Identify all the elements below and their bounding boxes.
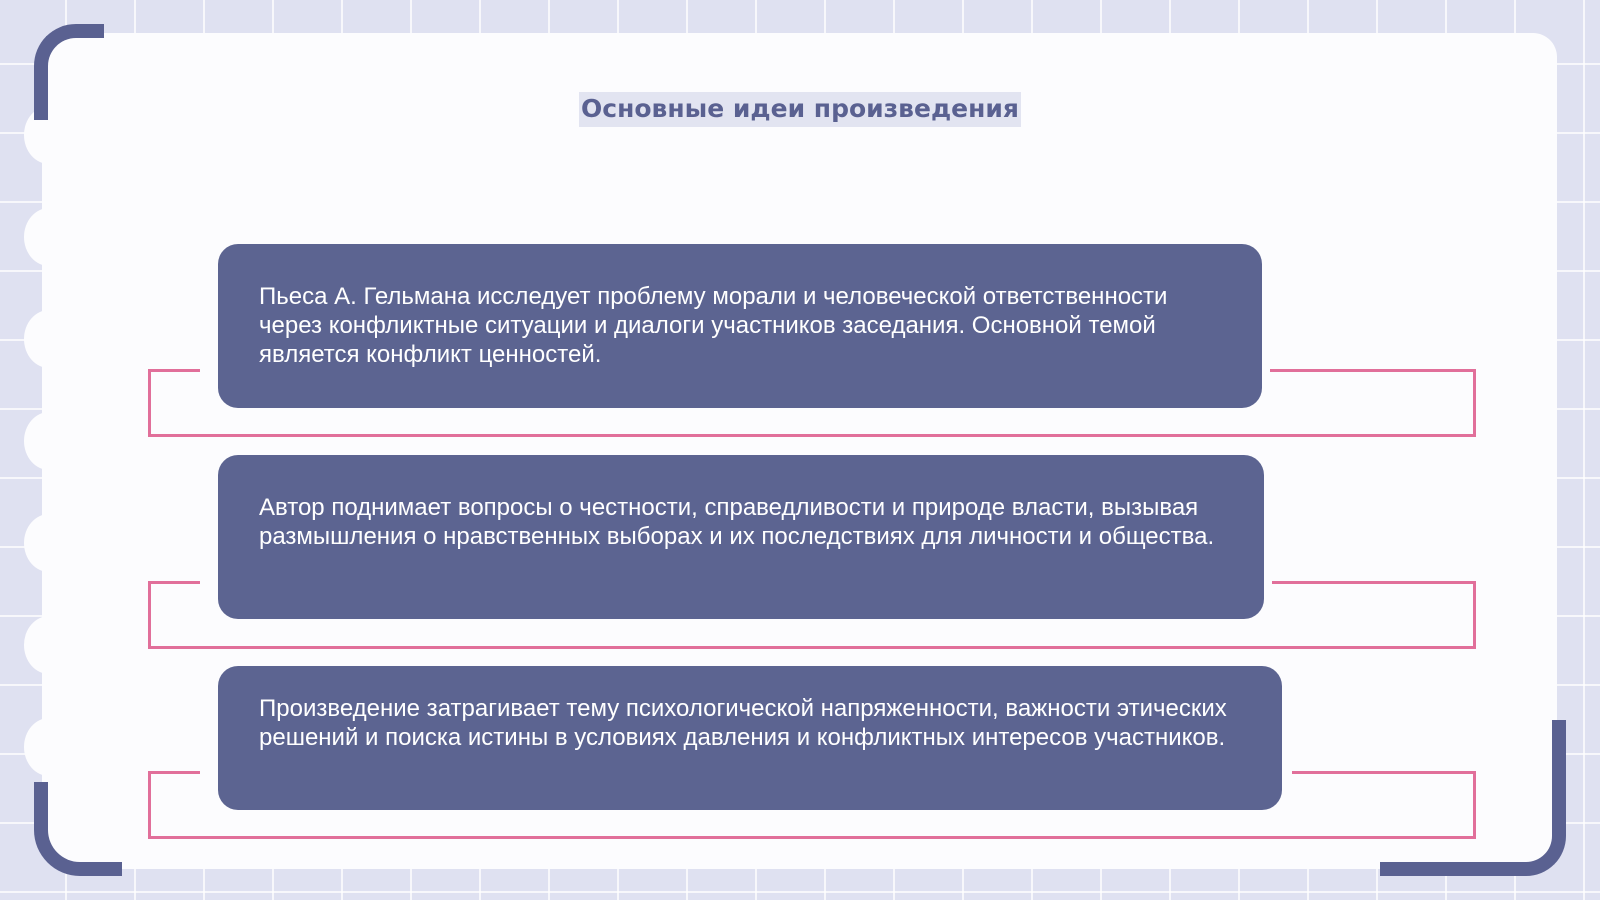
idea-card-text: Автор поднимает вопросы о честности, справедливости и природе власти, вызывая размышления о нравственных выборах и их последствиях для личности и общества.: [259, 494, 1215, 550]
scallop-edge: [24, 616, 74, 674]
scallop-edge: [24, 514, 74, 572]
scallop-edge: [24, 310, 74, 368]
idea-card-text: Пьеса А. Гельмана исследует проблему морали и человеческой ответственности через конфликтные ситуации и диалоги участников заседания. Основной темой является конфликт ценностей.: [259, 283, 1168, 368]
scallop-edge: [24, 718, 74, 776]
slide-title: [0, 94, 1600, 123]
slide-title-text: Основные идеи произведения: [579, 92, 1021, 127]
idea-card-1: [218, 244, 1262, 408]
idea-card-3: [218, 666, 1282, 810]
idea-card-2: [218, 455, 1264, 619]
idea-card-text: Произведение затрагивает тему психологической напряженности, важности этических решений и поиска истины в условиях давления и конфликтных интересов участников.: [259, 695, 1227, 751]
scallop-edge: [24, 412, 74, 470]
corner-bracket-bottom-left: [34, 782, 122, 876]
scallop-edge: [24, 208, 74, 266]
